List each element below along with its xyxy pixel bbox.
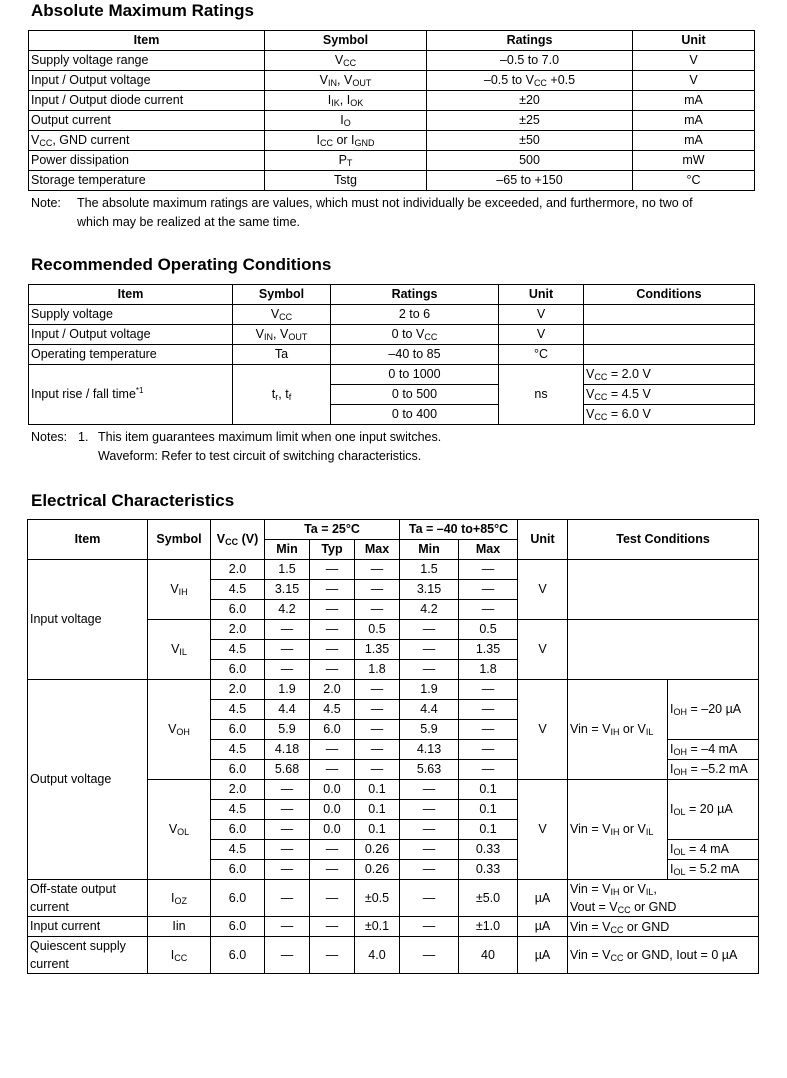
table-row (29, 325, 755, 345)
unit-cell: V (518, 560, 568, 620)
item-cell: Input / Output diode current (29, 91, 265, 111)
item-cell: Input voltage (28, 560, 148, 680)
vcc-cell: 4.5 (211, 640, 265, 660)
table-row (29, 365, 755, 385)
vcc-cell: 4.5 (211, 700, 265, 720)
unit-cell: V (499, 305, 584, 325)
item-cell: Quiescent supply current (28, 937, 148, 974)
symbol-cell: $V_{CC}$ (233, 305, 331, 325)
unit-cell: µA (518, 917, 568, 937)
min-range-cell: 4.2 (400, 600, 459, 620)
header-min: Min (265, 540, 310, 560)
typ-cell: 6.0 (310, 720, 355, 740)
min-cell: — (265, 880, 310, 917)
rating-cell: –0.5 to $V_{CC} +0.5$ (427, 71, 633, 91)
min-cell: — (265, 937, 310, 974)
max-cell: 0.1 (355, 780, 400, 800)
max-range-cell: — (459, 760, 518, 780)
header-ta-range: Ta = –40 to+85°C (400, 520, 518, 540)
min-cell: — (265, 917, 310, 937)
max-range-cell: 1.8 (459, 660, 518, 680)
min-cell: — (265, 780, 310, 800)
test-condition-cell: Vin = $V_{IH}$ or $V_{IL}$, Vout = $V_{CC}$ or GND (568, 880, 759, 917)
symbol-cell: $V_{OL}$ (148, 780, 211, 880)
item-cell: Input rise / fall time$^{*1}$ (29, 365, 233, 425)
notes-text-line1: This item guarantees maximum limit when one input switches. (98, 430, 442, 444)
min-cell: — (265, 620, 310, 640)
max-cell: 4.0 (355, 937, 400, 974)
typ-cell: — (310, 880, 355, 917)
table-row (29, 131, 755, 151)
symbol-cell: $I_{IK}$, $I_{OK}$ (265, 91, 427, 111)
sub-condition-cell: $I_{OL} = 20$ µA (668, 780, 759, 840)
header-min-range: Min (400, 540, 459, 560)
table-row (29, 345, 755, 365)
unit-cell: V (499, 325, 584, 345)
table-row (28, 937, 759, 974)
table-row (28, 560, 759, 580)
sub-condition-cell: $I_{OL} = 5.2$ mA (668, 860, 759, 880)
unit-cell: mA (633, 131, 755, 151)
item-cell: Operating temperature (29, 345, 233, 365)
header-ratings: Ratings (427, 31, 633, 51)
max-cell: — (355, 720, 400, 740)
vcc-cell: 6.0 (211, 917, 265, 937)
min-range-cell: — (400, 620, 459, 640)
vcc-cell: 4.5 (211, 740, 265, 760)
symbol-cell: $I_O$ (265, 111, 427, 131)
max-cell: 0.1 (355, 800, 400, 820)
symbol-cell: $I_{OZ}$ (148, 880, 211, 917)
symbol-cell: $I_{CC}$ or $I_{GND}$ (265, 131, 427, 151)
condition-cell (584, 325, 755, 345)
condition-cell (584, 305, 755, 325)
typ-cell: — (310, 917, 355, 937)
min-range-cell: — (400, 917, 459, 937)
test-condition-cell (568, 560, 759, 620)
typ-cell: — (310, 660, 355, 680)
max-range-cell: 0.1 (459, 800, 518, 820)
min-range-cell: — (400, 800, 459, 820)
item-cell: Supply voltage range (29, 51, 265, 71)
test-condition-cell: Vin = $V_{CC}$ or GND (568, 917, 759, 937)
max-cell: 1.8 (355, 660, 400, 680)
table-row (29, 111, 755, 131)
sub-condition-cell: $I_{OH} = -5.2$ mA (668, 760, 759, 780)
max-range-cell: — (459, 700, 518, 720)
item-cell: Power dissipation (29, 151, 265, 171)
condition-cell (584, 345, 755, 365)
max-range-cell: — (459, 720, 518, 740)
condition-cell: $V_{CC} = 2.0$ V (584, 365, 755, 385)
unit-cell: V (633, 51, 755, 71)
header-max: Max (355, 540, 400, 560)
note-label: Note: (31, 196, 61, 210)
max-range-cell: 0.33 (459, 840, 518, 860)
max-range-cell: — (459, 560, 518, 580)
rating-cell: –40 to 85 (331, 345, 499, 365)
max-cell: ±0.1 (355, 917, 400, 937)
vcc-cell: 2.0 (211, 620, 265, 640)
header-symbol: Symbol (233, 285, 331, 305)
min-range-cell: 3.15 (400, 580, 459, 600)
abs-max-title: Absolute Maximum Ratings (31, 1, 254, 20)
elec-table (27, 519, 759, 974)
max-cell: 1.35 (355, 640, 400, 660)
min-range-cell: — (400, 820, 459, 840)
min-range-cell: 4.4 (400, 700, 459, 720)
unit-cell: V (518, 620, 568, 680)
unit-cell: °C (633, 171, 755, 191)
max-cell: — (355, 760, 400, 780)
typ-cell: 0.0 (310, 820, 355, 840)
test-condition-cell: Vin = $V_{IH}$ or $V_{IL}$ (568, 780, 668, 880)
vcc-cell: 4.5 (211, 800, 265, 820)
header-ratings: Ratings (331, 285, 499, 305)
vcc-cell: 6.0 (211, 720, 265, 740)
symbol-cell: $P_T$ (265, 151, 427, 171)
min-range-cell: — (400, 780, 459, 800)
min-cell: 1.5 (265, 560, 310, 580)
symbol-cell: $V_{IN}$, $V_{OUT}$ (265, 71, 427, 91)
rating-cell: ±20 (427, 91, 633, 111)
elec-title: Electrical Characteristics (31, 491, 235, 510)
header-item: Item (29, 285, 233, 305)
typ-cell: — (310, 840, 355, 860)
item-cell: Off-state output current (28, 880, 148, 917)
header-item: Item (28, 520, 148, 560)
vcc-cell: 4.5 (211, 840, 265, 860)
unit-cell: µA (518, 880, 568, 917)
max-range-cell: 0.1 (459, 780, 518, 800)
notes-text-line2: Waveform: Refer to test circuit of switching characteristics. (98, 449, 422, 463)
max-cell: — (355, 680, 400, 700)
sub-condition-cell: $I_{OH} = -4$ mA (668, 740, 759, 760)
note-text-line2: which may be realized at the same time. (77, 215, 301, 229)
typ-cell: — (310, 760, 355, 780)
max-range-cell: 0.1 (459, 820, 518, 840)
unit-cell: V (518, 780, 568, 880)
typ-cell: — (310, 600, 355, 620)
min-range-cell: — (400, 640, 459, 660)
max-range-cell: ±1.0 (459, 917, 518, 937)
unit-cell: mA (633, 91, 755, 111)
header-item: Item (29, 31, 265, 51)
max-cell: — (355, 580, 400, 600)
header-symbol: Symbol (265, 31, 427, 51)
abs-max-header-row (29, 31, 755, 51)
min-range-cell: 5.63 (400, 760, 459, 780)
typ-cell: — (310, 620, 355, 640)
min-cell: — (265, 820, 310, 840)
min-cell: 4.4 (265, 700, 310, 720)
symbol-cell: $V_{IH}$ (148, 560, 211, 620)
min-cell: 1.9 (265, 680, 310, 700)
min-range-cell: — (400, 937, 459, 974)
typ-cell: — (310, 860, 355, 880)
symbol-cell: $V_{CC}$ (265, 51, 427, 71)
abs-max-note (31, 194, 771, 234)
header-unit: Unit (499, 285, 584, 305)
symbol-cell: Tstg (265, 171, 427, 191)
table-row (29, 51, 755, 71)
min-cell: — (265, 800, 310, 820)
unit-cell: mA (633, 111, 755, 131)
header-ta-25: Ta = 25°C (265, 520, 400, 540)
sub-condition-cell: $I_{OL} = 4$ mA (668, 840, 759, 860)
min-cell: 5.68 (265, 760, 310, 780)
rating-cell: ±50 (427, 131, 633, 151)
min-cell: — (265, 840, 310, 860)
sub-condition-cell: $I_{OH} = -20$ µA (668, 680, 759, 740)
typ-cell: — (310, 937, 355, 974)
vcc-cell: 4.5 (211, 580, 265, 600)
table-row (29, 171, 755, 191)
header-typ: Typ (310, 540, 355, 560)
item-cell: Output voltage (28, 680, 148, 880)
notes-number: 1. (78, 430, 89, 444)
item-cell: Input current (28, 917, 148, 937)
unit-cell: V (518, 680, 568, 780)
rating-cell: 0 to $V_{CC}$ (331, 325, 499, 345)
max-range-cell: 40 (459, 937, 518, 974)
header-conditions: Conditions (584, 285, 755, 305)
vcc-cell: 6.0 (211, 860, 265, 880)
rating-cell: 2 to 6 (331, 305, 499, 325)
vcc-cell: 6.0 (211, 760, 265, 780)
header-max-range: Max (459, 540, 518, 560)
notes-label: Notes: (31, 430, 68, 444)
unit-cell: ns (499, 365, 584, 425)
vcc-cell: 6.0 (211, 600, 265, 620)
typ-cell: 0.0 (310, 800, 355, 820)
table-row (28, 917, 759, 937)
max-range-cell: 1.35 (459, 640, 518, 660)
min-cell: 5.9 (265, 720, 310, 740)
header-test-conditions: Test Conditions (568, 520, 759, 560)
vcc-cell: 2.0 (211, 680, 265, 700)
vcc-cell: 6.0 (211, 820, 265, 840)
rating-cell: ±25 (427, 111, 633, 131)
table-row (29, 305, 755, 325)
unit-cell: °C (499, 345, 584, 365)
condition-cell: $V_{CC} = 6.0$ V (584, 405, 755, 425)
min-range-cell: 5.9 (400, 720, 459, 740)
typ-cell: — (310, 740, 355, 760)
header-unit: Unit (633, 31, 755, 51)
max-cell: — (355, 740, 400, 760)
min-range-cell: 1.5 (400, 560, 459, 580)
max-cell: — (355, 700, 400, 720)
table-row (28, 880, 759, 917)
rec-op-notes (31, 428, 771, 468)
item-cell: Output current (29, 111, 265, 131)
symbol-cell: $V_{OH}$ (148, 680, 211, 780)
max-range-cell: 0.33 (459, 860, 518, 880)
rating-cell: 0 to 500 (331, 385, 499, 405)
typ-cell: 4.5 (310, 700, 355, 720)
rating-cell: –65 to +150 (427, 171, 633, 191)
item-cell: Storage temperature (29, 171, 265, 191)
max-cell: — (355, 560, 400, 580)
min-range-cell: 4.13 (400, 740, 459, 760)
table-row (29, 91, 755, 111)
rating-cell: –0.5 to 7.0 (427, 51, 633, 71)
max-cell: 0.5 (355, 620, 400, 640)
test-condition-cell: Vin = $V_{IH}$ or $V_{IL}$ (568, 680, 668, 780)
table-row (29, 71, 755, 91)
unit-cell: V (633, 71, 755, 91)
typ-cell: 2.0 (310, 680, 355, 700)
symbol-cell: $V_{IL}$ (148, 620, 211, 680)
min-cell: 4.2 (265, 600, 310, 620)
footnote-marker: *1 (135, 386, 144, 395)
symbol-cell: $V_{IN}$, $V_{OUT}$ (233, 325, 331, 345)
max-range-cell: — (459, 680, 518, 700)
rec-op-table (28, 284, 755, 425)
min-range-cell: — (400, 880, 459, 917)
rec-op-title: Recommended Operating Conditions (31, 255, 332, 274)
max-cell: 0.1 (355, 820, 400, 840)
vcc-cell: 6.0 (211, 660, 265, 680)
typ-cell: — (310, 640, 355, 660)
rating-cell: 0 to 1000 (331, 365, 499, 385)
header-symbol: Symbol (148, 520, 211, 560)
symbol-cell: Iin (148, 917, 211, 937)
rating-cell: 0 to 400 (331, 405, 499, 425)
vcc-cell: 2.0 (211, 780, 265, 800)
max-range-cell: — (459, 600, 518, 620)
header-vcc: $V_{CC}$ (V) (211, 520, 265, 560)
vcc-cell: 6.0 (211, 937, 265, 974)
max-range-cell: 0.5 (459, 620, 518, 640)
min-range-cell: — (400, 840, 459, 860)
rec-op-header-row (29, 285, 755, 305)
min-cell: 3.15 (265, 580, 310, 600)
min-range-cell: — (400, 860, 459, 880)
item-cell: Supply voltage (29, 305, 233, 325)
note-text-line1: The absolute maximum ratings are values, which must not individually be exceeded, and furthermore, no two of (77, 196, 693, 210)
max-range-cell: — (459, 580, 518, 600)
min-range-cell: 1.9 (400, 680, 459, 700)
typ-cell: 0.0 (310, 780, 355, 800)
test-condition-cell: Vin = $V_{CC}$ or GND, Iout = 0 µA (568, 937, 759, 974)
abs-max-table (28, 30, 755, 191)
typ-cell: — (310, 580, 355, 600)
test-condition-cell (568, 620, 759, 680)
item-cell: Input / Output voltage (29, 325, 233, 345)
symbol-cell: Ta (233, 345, 331, 365)
max-range-cell: — (459, 740, 518, 760)
rating-cell: 500 (427, 151, 633, 171)
vcc-cell: 2.0 (211, 560, 265, 580)
min-cell: — (265, 640, 310, 660)
vcc-cell: 6.0 (211, 880, 265, 917)
max-range-cell: ±5.0 (459, 880, 518, 917)
max-cell: 0.26 (355, 860, 400, 880)
table-row (29, 151, 755, 171)
min-cell: 4.18 (265, 740, 310, 760)
header-unit: Unit (518, 520, 568, 560)
min-range-cell: — (400, 660, 459, 680)
symbol-cell: $I_{CC}$ (148, 937, 211, 974)
typ-cell: — (310, 560, 355, 580)
min-cell: — (265, 860, 310, 880)
symbol-cell: $t_r$, $t_f$ (233, 365, 331, 425)
item-cell: $V_{CC}$, GND current (29, 131, 265, 151)
condition-cell: $V_{CC} = 4.5$ V (584, 385, 755, 405)
max-cell: ±0.5 (355, 880, 400, 917)
table-row (28, 680, 759, 700)
item-cell: Input / Output voltage (29, 71, 265, 91)
elec-header-row-1 (28, 520, 759, 540)
unit-cell: µA (518, 937, 568, 974)
max-cell: 0.26 (355, 840, 400, 860)
unit-cell: mW (633, 151, 755, 171)
min-cell: — (265, 660, 310, 680)
max-cell: — (355, 600, 400, 620)
